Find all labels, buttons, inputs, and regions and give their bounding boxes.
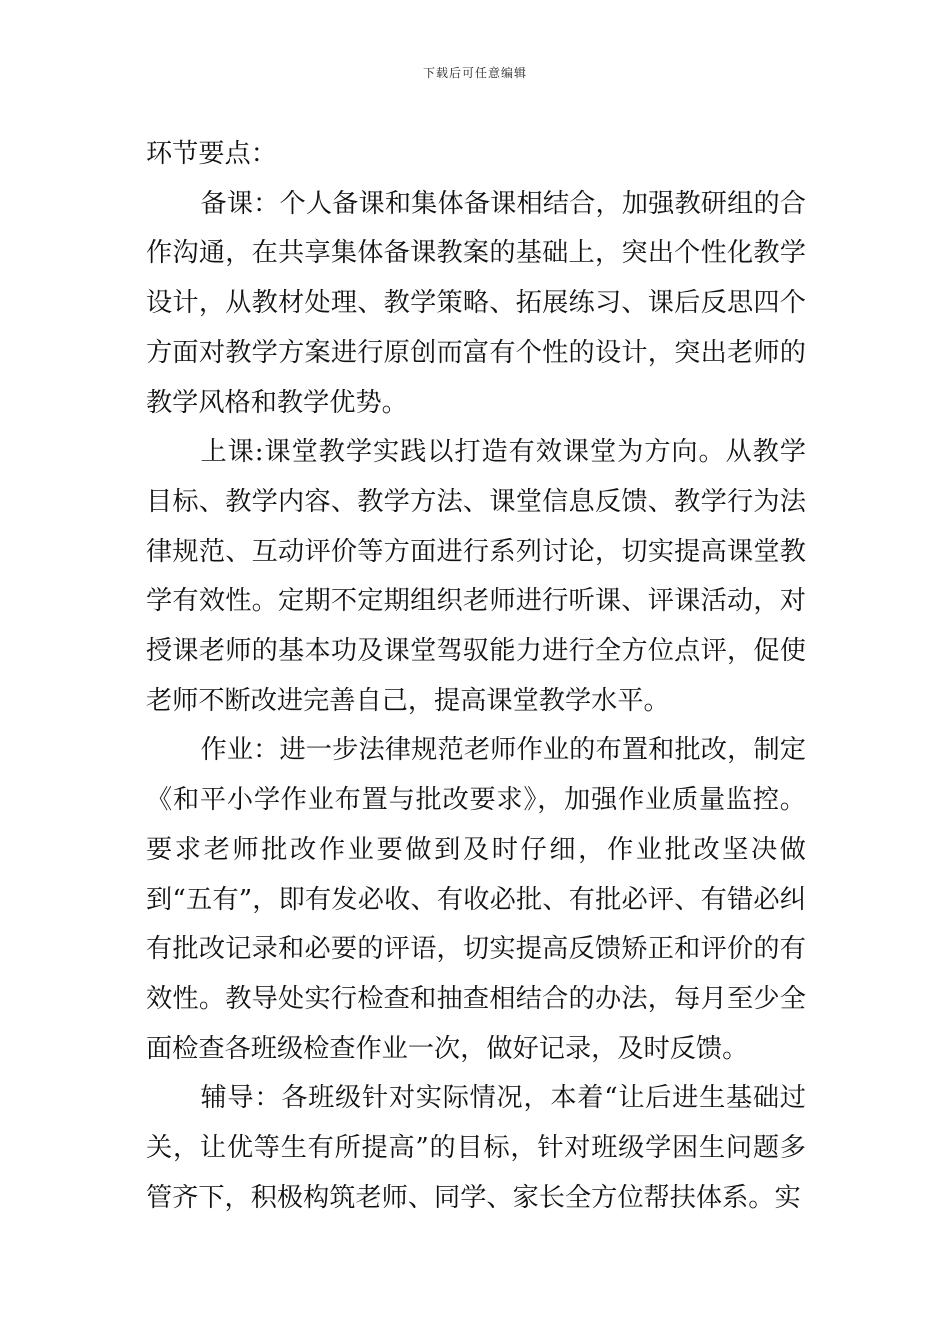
paragraph-tutoring: 辅导：各班级针对实际情况，本着“让后进生基础过关，让优等生有所提高”的目标，针对班级学困生问题多管齐下，积极构筑老师、同学、家长全方位帮扶体系。实	[146, 1083, 806, 1213]
paragraph-homework: 作业：进一步法律规范老师作业的布置和批改，制定《和平小学作业布置与批改要求》，加强作业质量监控。要求老师批改作业要做到及时仔细，作业批改坚决做到“五有”，即有发必收、有收必批、有批必评、有错必纠有批改记录和必要的评语，切实提高反馈矫正和评价的有效性。教导处实行检查和抽查相结合的办法，每月至少全面检查各班级检查作业一次，做好记录，及时反馈。	[146, 735, 806, 1064]
section-heading: 环节要点：	[146, 139, 277, 169]
page-header: 下载后可任意编辑	[422, 66, 527, 80]
paragraph-lesson-prep: 备课：个人备课和集体备课相结合，加强教研组的合作沟通，在共享集体备课教案的基础上，突出个性化教学设计，从教材处理、教学策略、拓展练习、课后反思四个方面对教学方案进行原创而富有个性的设计，突出老师的教学风格和教学优势。	[146, 188, 806, 418]
paragraph-class-teaching: 上课:课堂教学实践以打造有效课堂为方向。从教学目标、教学内容、教学方法、课堂信息反馈、教学行为法律规范、互动评价等方面进行系列讨论，切实提高课堂教学有效性。定期不定期组织老师进行听课、评课活动，对授课老师的基本功及课堂驾驭能力进行全方位点评，促使老师不断改进完善自己，提高课堂教学水平。	[146, 437, 806, 716]
document-body	[146, 130, 806, 1223]
